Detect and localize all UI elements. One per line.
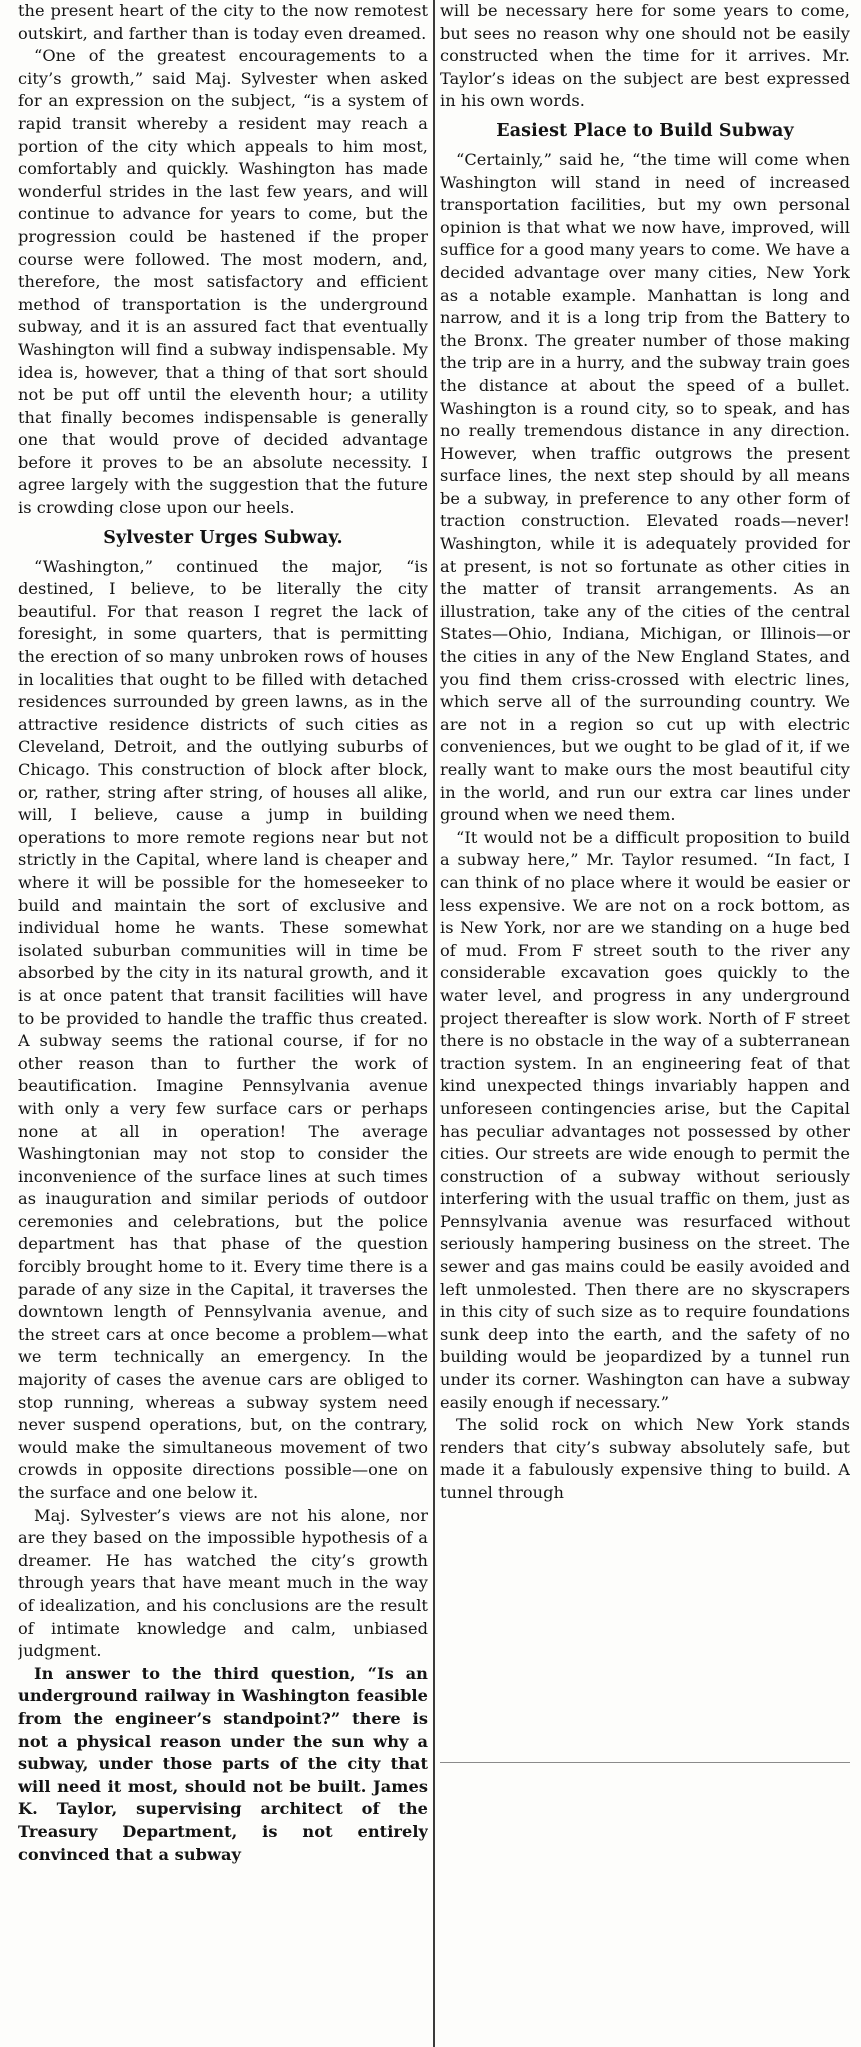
right-paragraph-1: will be necessary here for some years to come, but sees no reason why one should not be easily constructed when the time for it arrives. Mr. Taylor’s ideas on the subject are best expressed in his own words. <box>440 1 850 111</box>
right-paragraph-3: “It would not be a difficult proposition to build a subway here,” Mr. Taylor resumed. “In fact, I can think of no place where it would be easier or less expensive. We are not on a rock bottom, as is New York, nor are we standing on a huge bed of mud. From F street south to the river any considerable excavation goes quickly to the water level, and progress in any underground project thereafter is slow work. North of F street there is no obstacle in the way of a subterranean traction system. In an engineering feat of that kind unexpected things invariably happen and unforeseen contingencies arise, but the Capital has peculiar advantages not possessed by other cities. Our streets are wide enough to permit the construction of a subway without seriously interfering with the usual traffic on them, just as Pennsylvania avenue was resurfaced without seriously hampering business on the street. The sewer and gas mains could be easily avoided and left unmolested. Then there are no skyscrapers in this city of such size as to require foundations sunk deep into the earth, and the safety of no building would be jeopardized by a tunnel run under its corner. Washington can have a subway easily enough if necessary.” <box>440 827 850 1412</box>
left-paragraph-1: the present heart of the city to the now remotest outskirt, and farther than is today even dreamed. <box>18 1 428 43</box>
left-paragraph-3: “Washington,” continued the major, “is destined, I believe, to be literally the city beautiful. For that reason I regret the lack of foresight, in some quarters, that is permitting the erection of so many unbroken rows of houses in localities that ought to be filled with detached residences surrounded by green lawns, as in the attractive residence districts of such cities as Cleveland, Detroit, and the outlying suburbs of Chicago. This construction of block after block, or, rather, string after string, of houses all alike, will, I believe, cause a jump in building operations to more remote regions near but not strictly in the Capital, where land is cheaper and where it will be possible for the homeseeker to build and maintain the sort of exclusive and individual home he wants. These somewhat isolated suburban communities will in time be absorbed by the city in its natural growth, and it is at once patent that transit facilities will have to be provided to handle the traffic thus created. A subway seems the rational course, if for no other reason than to further the work of beautification. Imagine Pennsylvania avenue with only a very few surface cars or perhaps none at all in operation! The average Washingtonian may not stop to consider the inconvenience of the surface lines at such times as inauguration and similar periods of outdoor ceremonies and celebrations, but the police department has that phase of the question forcibly brought home to it. Every time there is a parade of any size in the Capital, it traverses the downtown length of Pennsylvania avenue, and the street cars at once become a problem—what we term technically an emergency. In the majority of cases the avenue cars are obliged to stop running, whereas a subway system need never suspend operations, but, on the contrary, would make the simultaneous movement of two crowds in opposite directions possible—one on the surface and one below it. <box>18 556 428 1502</box>
left-paragraph-4: Maj. Sylvester’s views are not his alone, nor are they based on the impossible hypothesis of a dreamer. He has watched the city’s growth through years that have meant much in the way of idealization, and his conclusions are the result of intimate knowledge and calm, unbiased judgment. <box>18 1505 428 1661</box>
right-column <box>440 0 850 1770</box>
column-divider <box>433 0 435 2047</box>
right-column-end-rule <box>440 1762 850 1763</box>
left-paragraph-2: “One of the greatest encouragements to a city’s growth,” said Maj. Sylvester when asked for an expression on the subject, “is a system of rapid transit whereby a resident may reach a portion of the city which appeals to him most, comfortably and quickly. Washington has made wonderful strides in the last few years, and will continue to advance for years to come, but the progression could be hastened if the proper course were followed. The most modern, and, therefore, the most satisfactory and efficient method of transportation is the underground subway, and it is an assured fact that eventually Washington will find a subway indispensable. My idea is, however, that a thing of that sort should not be put off until the eleventh hour; a utility that finally becomes indispensable is generally one that would prove of decided advantage before it proves to be an absolute necessity. I agree largely with the suggestion that the future is crowding close upon our heels. <box>18 46 428 518</box>
heading-sylvester-urges-subway: Sylvester Urges Subway. <box>103 527 343 548</box>
left-bottom-block <box>18 1663 428 1866</box>
heading-easiest-place-to-build-subway: Easiest Place to Build Subway <box>496 120 794 141</box>
left-column <box>18 0 428 2047</box>
right-paragraph-2: “Certainly,” said he, “the time will come when Washington will stand in need of increased transportation facilities, but my own personal opinion is that what we now have, improved, will suffice for a good many years to come. We have a decided advantage over many cities, New York as a notable example. Manhattan is long and narrow, and it is a long trip from the Battery to the Bronx. The greater number of those making the trip are in a hurry, and the subway train goes the distance at about the speed of a bullet. Washington is a round city, so to speak, and has no really tremendous distance in any direction. However, when traffic outgrows the present surface lines, the next step should by all means be a subway, in preference to any other form of traction construction. Elevated roads—never! Washington, while it is adequately provided for at present, is not so fortunate as other cities in the matter of transit arrangements. As an illustration, take any of the cities of the central States—Ohio, Indiana, Michigan, or Illinois—or the cities in any of the New England States, and you find them criss-crossed with electric lines, which serve all of the surrounding country. We are not in a region so cut up with electric conveniences, but we ought to be glad of it, if we really want to make ours the most beautiful city in the world, and run our extra car lines under ground when we need them. <box>440 149 850 825</box>
left-paragraph-5: In answer to the third question, “Is an underground railway in Washington feasible from the engineer’s standpoint?” there is not a physical reason under the sun why a subway, under those parts of the city that will need it most, should not be built. James K. Taylor, supervising architect of the Treasury Department, is not entirely convinced that a subway <box>18 1663 428 1864</box>
right-paragraph-4: The solid rock on which New York stands renders that city’s subway absolutely safe, but made it a fabulously expensive thing to build. A tunnel through <box>440 1415 850 1502</box>
